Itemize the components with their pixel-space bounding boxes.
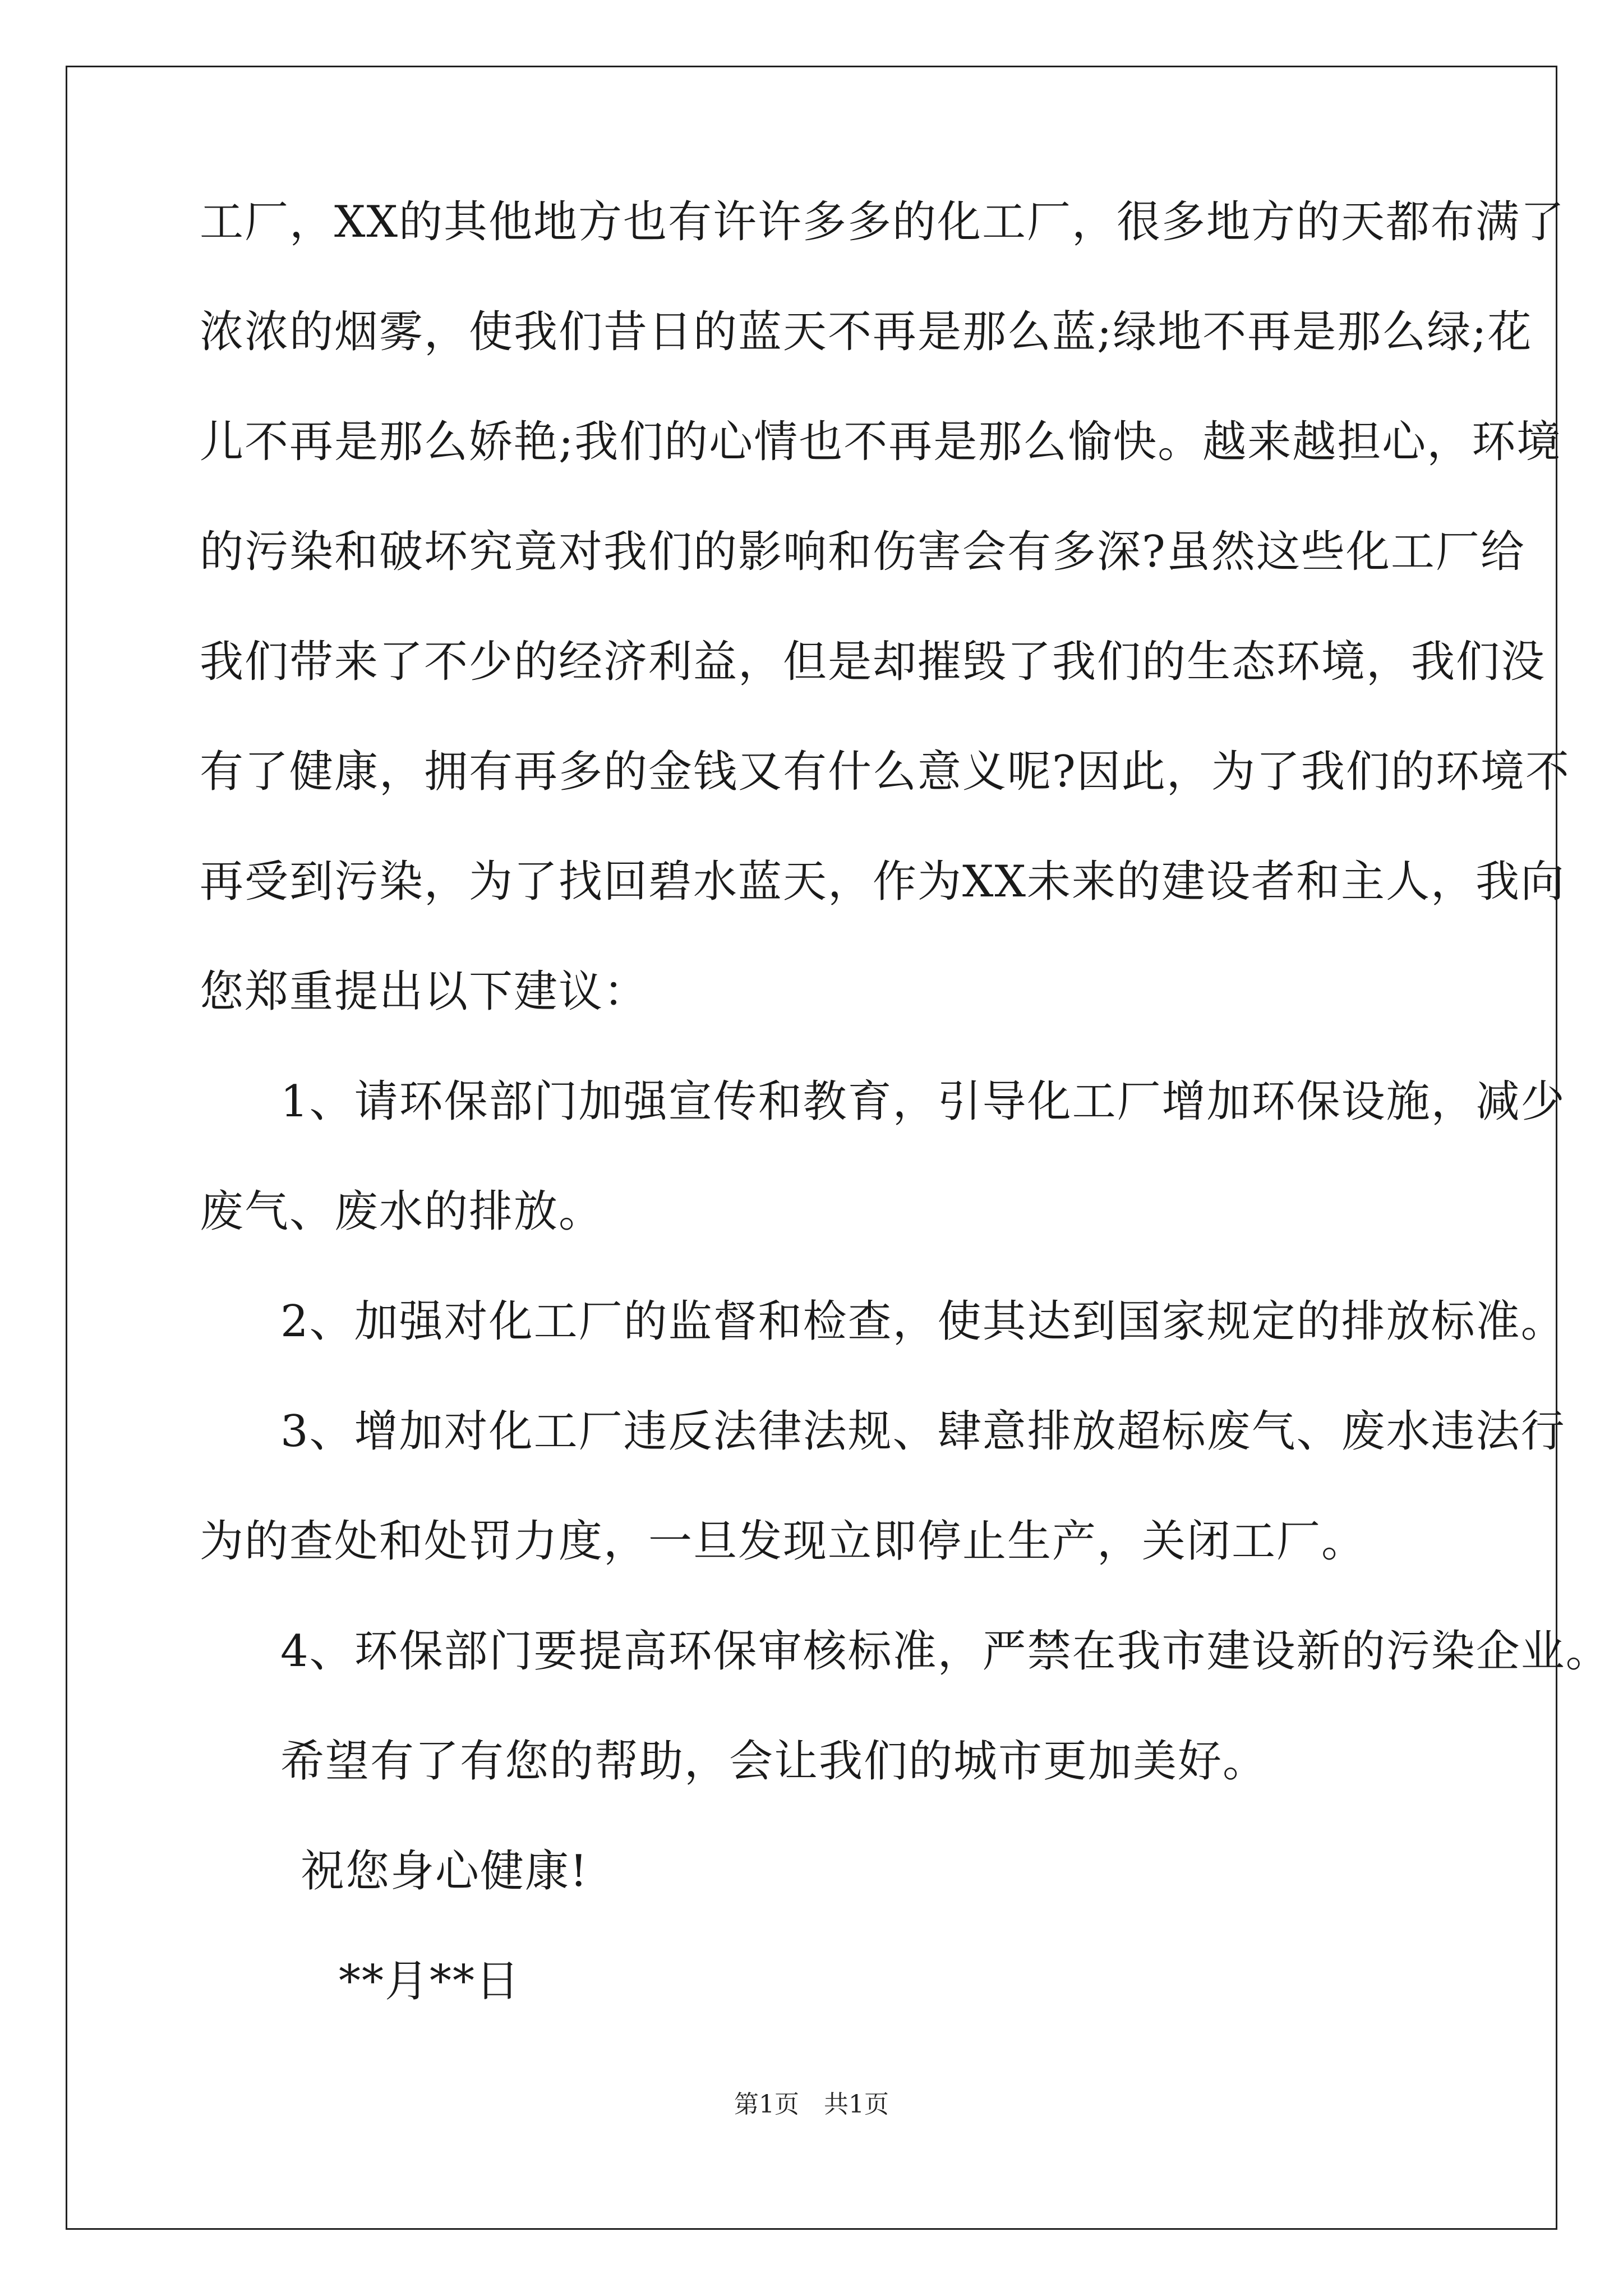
paragraph-line: 您郑重提出以下建议： xyxy=(200,967,649,1017)
page-border xyxy=(66,66,1557,2230)
suggestion-4-line: 4、环保部门要提高环保审核标准，严禁在我市建设新的污染企业。 xyxy=(280,1626,1611,1677)
closing-wish: 希望有了有您的帮助，会让我们的城市更加美好。 xyxy=(280,1736,1268,1787)
suggestion-2-line: 2、加强对化工厂的监督和检查，使其达到国家规定的排放标准。 xyxy=(280,1296,1566,1347)
paragraph-line: 再受到污染，为了找回碧水蓝天，作为XX未来的建设者和主人，我向 xyxy=(200,857,1566,907)
suggestion-1-line: 1、请环保部门加强宣传和教育，引导化工厂增加环保设施，减少 xyxy=(280,1076,1566,1127)
paragraph-line: 儿不再是那么娇艳;我们的心情也不再是那么愉快。越来越担心，环境 xyxy=(200,417,1562,467)
paragraph-line: 浓浓的烟雾，使我们昔日的蓝天不再是那么蓝;绿地不再是那么绿;花 xyxy=(200,307,1533,357)
suggestion-1-line: 废气、废水的排放。 xyxy=(200,1186,604,1237)
paragraph-line: 的污染和破坏究竟对我们的影响和伤害会有多深?虽然这些化工厂给 xyxy=(200,527,1525,577)
date-line: **月**日 xyxy=(339,1956,521,2007)
paragraph-line: 我们带来了不少的经济利益，但是却摧毁了我们的生态环境，我们没 xyxy=(200,637,1546,687)
paragraph-line: 有了健康，拥有再多的金钱又有什么意义呢?因此，为了我们的环境不 xyxy=(200,747,1570,797)
suggestion-3-line: 3、增加对化工厂违反法律法规、肆意排放超标废气、废水违法行 xyxy=(280,1406,1566,1457)
page-number: 第1页 共1页 xyxy=(734,2090,889,2119)
paragraph-line: 工厂，XX的其他地方也有许许多多的化工厂，很多地方的天都布满了 xyxy=(200,197,1566,247)
salutation: 祝您身心健康! xyxy=(301,1846,589,1897)
suggestion-3-line: 为的查处和处罚力度，一旦发现立即停止生产，关闭工厂。 xyxy=(200,1516,1367,1567)
